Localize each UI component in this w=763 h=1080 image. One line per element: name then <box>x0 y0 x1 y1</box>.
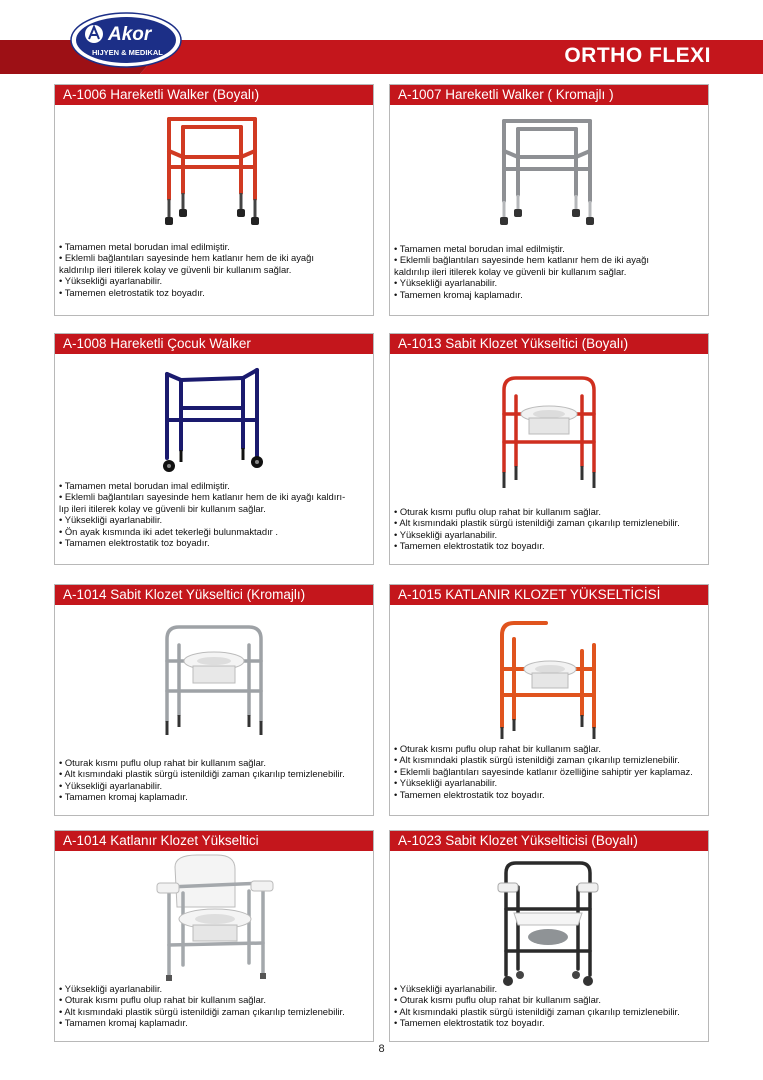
feature-item: • Eklemli bağlantıları sayesinde hem katlanır hem de iki ayağı <box>394 254 649 266</box>
feature-item: • Oturak kısmı puflu olup rahat bir kullanım sağlar. <box>59 757 267 768</box>
product-title: A-1014 Katlanır Klozet Yükseltici <box>55 831 373 851</box>
feature-item: • Tamemen elektrostatik toz boyadır. <box>394 540 545 552</box>
product-title: A-1008 Hareketli Çocuk Walker <box>55 334 373 354</box>
feature-item: • Yüksekliği ayarlanabilir. <box>394 528 498 540</box>
section-title: ORTHO FLEXI <box>564 44 711 67</box>
feature-list <box>394 743 706 800</box>
feature-item: • Oturak kısmı puflu olup rahat bir kullanım sağlar. <box>394 743 602 754</box>
feature-list <box>59 757 371 803</box>
product-image-commode-chrome <box>55 609 373 749</box>
product-image-commode-painted-dark <box>390 857 708 993</box>
product-title: A-1006 Hareketli Walker (Boyalı) <box>55 85 373 105</box>
product-title: A-1014 Sabit Klozet Yükseltici (Kromajlı) <box>55 585 373 605</box>
feature-item: • Alt kısmındaki plastik sürgü istenildiği zaman çıkarılıp temizlenebilir. <box>59 768 345 780</box>
product-image-folding-commode <box>390 609 708 749</box>
svg-text:Akor: Akor <box>108 24 152 45</box>
feature-item: • Yüksekliği ayarlanabilir. <box>394 277 498 289</box>
feature-item: • Alt kısmındaki plastik sürgü istenildiği zaman çıkarılıp temizlenebilir. <box>394 754 680 766</box>
feature-item: • Tamamen kromaj kaplamadır. <box>59 1017 188 1029</box>
feature-item: • Tamemen elektrostatik toz boyadır. <box>394 788 545 800</box>
feature-item: lıp ileri itilerek kolay ve güvenli bir kullanım sağlar. <box>59 502 266 514</box>
feature-item: • Yüksekliği ayarlanabilir. <box>394 777 498 789</box>
feature-item: • Eklemli bağlantıları sayesinde hem katlanır hem de iki ayağı kaldırı- <box>59 491 346 503</box>
feature-item: • Tamamen metal borudan imal edilmiştir. <box>59 241 230 252</box>
feature-item: • Tamamen metal borudan imal edilmiştir. <box>59 480 230 491</box>
feature-item: • Tamemen eletrostatik toz boyadır. <box>59 286 205 298</box>
svg-text:HIJYEN & MEDIKAL: HIJYEN & MEDIKAL <box>92 48 163 57</box>
feature-list <box>59 241 371 298</box>
feature-item: • Yüksekliği ayarlanabilir. <box>394 983 498 994</box>
feature-item: • Tamemen kromaj kaplamadır. <box>394 288 523 300</box>
feature-item: • Yüksekliği ayarlanabilir. <box>59 983 163 994</box>
product-card <box>389 84 709 316</box>
product-image-walker-chrome <box>390 111 708 239</box>
product-card <box>54 584 374 816</box>
product-card <box>389 333 709 565</box>
product-image-walker-painted <box>55 111 373 239</box>
feature-item: • Tamemen elektrostatik toz boyadır. <box>394 1017 545 1029</box>
feature-item: • Alt kısmındaki plastik sürgü istenildiği zaman çıkarılıp temizlenebilir. <box>59 1005 345 1017</box>
product-image-commode-painted <box>390 362 708 502</box>
feature-list <box>394 983 706 1029</box>
product-image-child-walker <box>55 362 373 480</box>
product-card <box>54 84 374 316</box>
product-card <box>389 584 709 816</box>
feature-item: • Oturak kısmı puflu olup rahat bir kullanım sağlar. <box>394 506 602 517</box>
feature-list <box>59 480 371 548</box>
feature-item: • Alt kısmındaki plastik sürgü istenildiği zaman çıkarılıp temizlenebilir. <box>394 517 680 529</box>
feature-item: • Oturak kısmı puflu olup rahat bir kullanım sağlar. <box>59 994 267 1006</box>
product-card <box>389 830 709 1042</box>
product-card <box>54 830 374 1042</box>
product-image-folding-commode-chrome <box>55 853 373 991</box>
feature-item: • Tamamen elektrostatik toz boyadır. <box>59 537 210 549</box>
product-title: A-1015 KATLANIR KLOZET YÜKSELTİCİSİ <box>390 585 708 605</box>
brand-logo <box>70 12 182 68</box>
feature-item: • Alt kısmındaki plastik sürgü istenildiği zaman çıkarılıp temizlenebilir. <box>394 1005 680 1017</box>
product-title: A-1007 Hareketli Walker ( Kromajlı ) <box>390 85 708 105</box>
feature-list <box>59 983 371 1029</box>
feature-item: • Yüksekliği ayarlanabilir. <box>59 275 163 287</box>
feature-item: kaldırılıp ileri itilerek kolay ve güvenli bir kullanım sağlar. <box>59 263 292 275</box>
feature-item: kaldırılıp ileri itilerek kolay ve güvenli bir kullanım sağlar. <box>394 265 627 277</box>
product-title: A-1023 Sabit Klozet Yükselticisi (Boyalı) <box>390 831 708 851</box>
feature-item: • Yüksekliği ayarlanabilir. <box>59 514 163 526</box>
feature-item: • Yüksekliği ayarlanabilir. <box>59 779 163 791</box>
feature-item: • Eklemli bağlantıları sayesinde hem katlanır hem de iki ayağı <box>59 252 314 264</box>
product-card <box>54 333 374 565</box>
page-number: 8 <box>378 1043 385 1055</box>
feature-list <box>394 506 706 552</box>
feature-item: • Ön ayak kısmında iki adet tekerleği bulunmaktadır . <box>59 525 279 537</box>
feature-item: • Eklemli bağlantıları sayesinde katlanır özelliğine sahiptir yer kaplamaz. <box>394 765 693 777</box>
feature-list <box>394 243 706 300</box>
feature-item: • Oturak kısmı puflu olup rahat bir kullanım sağlar. <box>394 994 602 1006</box>
feature-item: • Tamamen kromaj kaplamadır. <box>59 791 188 803</box>
product-title: A-1013 Sabit Klozet Yükseltici (Boyalı) <box>390 334 708 354</box>
feature-item: • Tamamen metal borudan imal edilmiştir. <box>394 243 565 254</box>
